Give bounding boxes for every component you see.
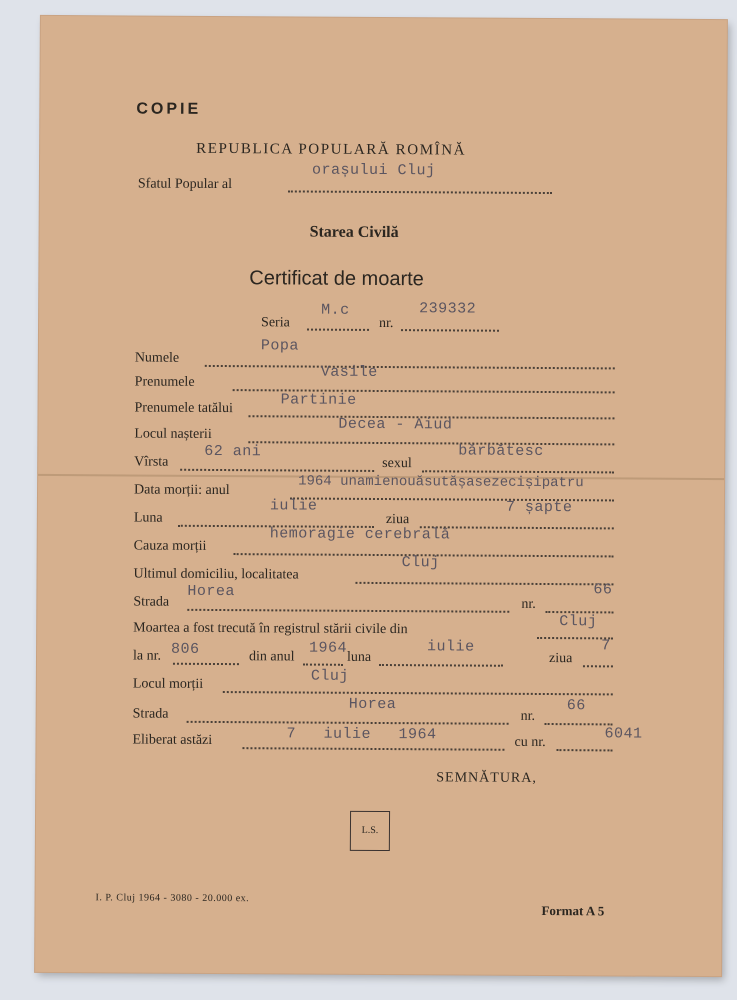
la-nr-label: la nr.	[132, 648, 162, 664]
strada2-nr-dots	[545, 723, 613, 725]
sfatul-value: orașului Cluj	[311, 161, 436, 180]
din-anul-label: din anul	[248, 649, 295, 665]
data-mortii-label: Data morții: anul	[133, 482, 230, 499]
republic-heading: REPUBLICA POPULARĂ ROMÎNĂ	[196, 140, 467, 159]
numele-dots	[205, 365, 615, 370]
copy-stamp-heading: COPIE	[136, 100, 202, 118]
seal-box: L.S.	[350, 811, 390, 851]
strada-dots	[187, 609, 509, 613]
ziua-value: 7 șapte	[505, 498, 573, 517]
certificate-sheet	[35, 16, 727, 976]
reg-luna-value: iulie	[427, 638, 475, 656]
prenumele-value: Vasile	[320, 363, 378, 381]
locul-nasterii-label: Locul nașterii	[134, 426, 212, 442]
strada-value: Horea	[187, 582, 235, 601]
sexul-value: bărbătesc	[458, 442, 544, 460]
sfatul-label: Sfatul Popular al	[137, 176, 233, 193]
registru-label: Moartea a fost trecută în registrul stării civile din	[133, 620, 408, 638]
eliberat-dots	[242, 747, 504, 751]
numele-value: Popa	[260, 337, 299, 355]
domiciliu-value: Cluj	[401, 554, 440, 572]
seria-nr-dots	[401, 329, 499, 332]
printer-info: I. P. Cluj 1964 - 3080 - 20.000 ex.	[95, 892, 250, 905]
document-title: Certificat de moarte	[249, 267, 424, 291]
locul-mortii-value: Cluj	[310, 667, 349, 685]
tatal-label: Prenumele tatălui	[134, 400, 233, 417]
cauza-value: hemoragie cerebrală	[269, 525, 451, 544]
strada2-nr-label: nr.	[520, 708, 536, 724]
prenumele-label: Prenumele	[134, 374, 195, 390]
reg-ziua-label: ziua	[548, 651, 573, 667]
luna-value: iulie	[269, 497, 318, 515]
virsta-dots	[180, 469, 374, 472]
reg-ziua-dots	[583, 665, 613, 667]
ziua-label: ziua	[385, 512, 410, 528]
seria-nr-value: 239332	[419, 300, 477, 318]
cauza-label: Cauza morții	[133, 538, 207, 554]
strada2-label: Strada	[132, 706, 169, 722]
registru-value: Cluj	[559, 613, 598, 631]
locul-mortii-dots	[223, 691, 613, 695]
locul-nasterii-value: Decea - Aiud	[338, 415, 453, 434]
strada2-value: Horea	[348, 695, 397, 714]
domiciliu-label: Ultimul domiciliu, localitatea	[133, 566, 299, 583]
data-mortii-value: 1964 unamienouăsutășasezecișipatru	[298, 473, 584, 492]
reg-luna-label: luna	[346, 649, 372, 665]
sexul-label: sexul	[382, 456, 412, 472]
seria-label: Seria	[261, 315, 290, 331]
din-anul-dots	[303, 664, 343, 666]
locul-nasterii-dots	[248, 441, 614, 445]
sfatul-dots	[288, 190, 552, 194]
numele-label: Numele	[134, 350, 180, 366]
reg-ziua-value: 7	[601, 637, 611, 655]
reg-luna-dots	[379, 664, 503, 667]
tatal-value: Partinie	[280, 391, 357, 409]
seria-dots	[307, 329, 369, 331]
strada2-nr-value: 66	[566, 697, 586, 715]
civil-status-heading: Starea Civilă	[309, 223, 399, 242]
strada-nr-label: nr.	[521, 596, 536, 612]
locul-mortii-label: Locul morții	[132, 676, 204, 692]
la-nr-dots	[173, 663, 239, 665]
luna-label: Luna	[133, 510, 163, 526]
cu-nr-value: 6041	[604, 725, 643, 743]
cu-nr-dots	[556, 749, 612, 751]
strada-label: Strada	[133, 594, 170, 610]
seria-value: M.c	[321, 301, 350, 319]
la-nr-value: 806	[171, 640, 200, 658]
eliberat-value: 7 iulie 1964	[286, 725, 437, 744]
domiciliu-dots	[355, 582, 613, 586]
sexul-dots	[422, 470, 614, 473]
cu-nr-label: cu nr.	[514, 734, 546, 751]
strada2-dots	[187, 721, 509, 725]
format-label: Format A 5	[541, 902, 605, 919]
virsta-label: Vîrsta	[134, 454, 169, 470]
eliberat-label: Eliberat astăzi	[132, 732, 213, 748]
seria-nr-label: nr.	[379, 315, 394, 332]
din-anul-value: 1964	[309, 639, 348, 657]
strada-nr-value: 66	[593, 581, 613, 599]
virsta-value: 62 ani	[204, 442, 262, 461]
signature-label: SEMNĂTURA,	[436, 770, 537, 786]
